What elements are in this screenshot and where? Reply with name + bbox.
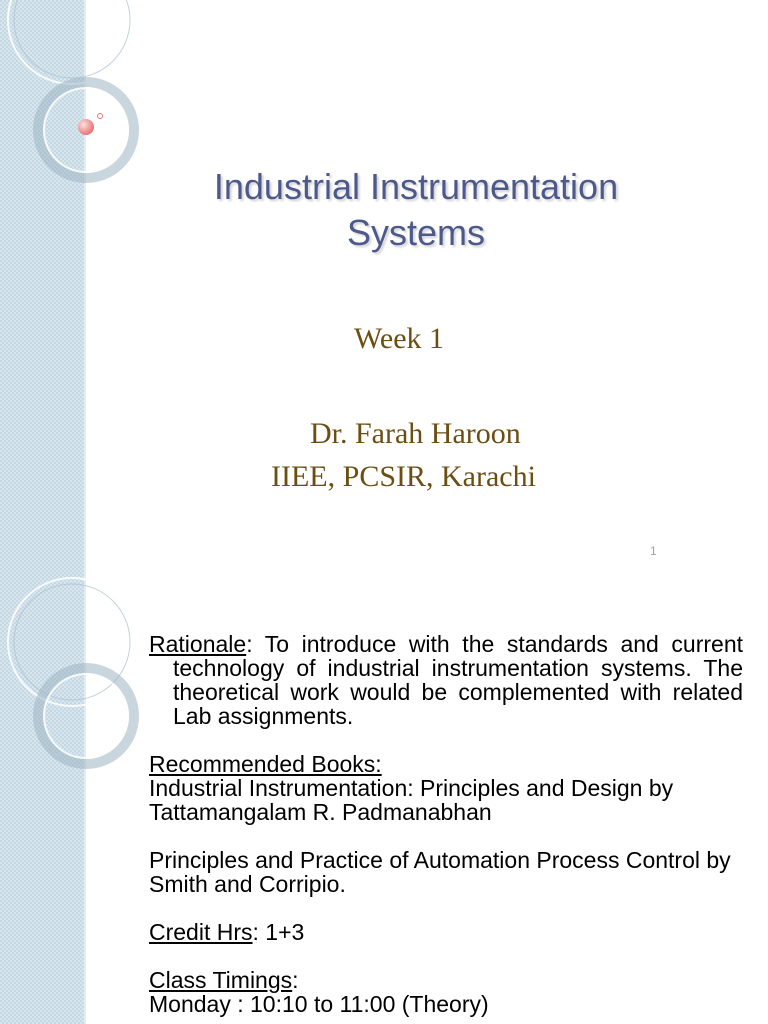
books-heading [149, 752, 743, 776]
institute-name: IIEE, PCSIR, Karachi [271, 460, 536, 493]
book-2: Principles and Practice of Automation Process Control by Smith and Corripio. [149, 847, 731, 897]
credit-value: : 1+3 [252, 919, 305, 945]
large-ring [8, 0, 136, 84]
rationale-paragraph [149, 632, 743, 728]
decorative-circles [0, 0, 140, 200]
timing-monday: Monday : 10:10 to 11:00 (Theory) [149, 991, 489, 1017]
decorative-circles [0, 576, 140, 776]
credit-hours [149, 920, 743, 944]
rationale-text: : To introduce with the standards and current technology of industrial instrumentation systems. The theoretical work would be complemented with related Lab assignments. [173, 631, 743, 729]
slide-body [149, 632, 743, 1016]
accent-dot [78, 119, 94, 135]
slide-title: Industrial Instrumentation Systems [213, 166, 619, 253]
small-ring [38, 668, 134, 764]
credit-label: Credit Hrs [149, 919, 253, 945]
class-timings-heading [149, 968, 743, 992]
timings-label: Class Timings [149, 967, 293, 993]
course-info-slide [0, 576, 768, 1024]
book-1: Industrial Instrumentation: Principles and Design by Tattamangalam R. Padmanabhan [149, 775, 674, 825]
week-label: Week 1 [354, 322, 445, 355]
small-ring-inner [44, 674, 128, 758]
page-number: 1 [650, 544, 657, 558]
rationale-label: Rationale [149, 631, 247, 657]
books-label: Recommended Books: [149, 751, 382, 777]
timings-colon: : [292, 967, 299, 993]
author-name: Dr. Farah Haroon [310, 417, 521, 450]
large-ring-inner [14, 0, 130, 78]
accent-dot-small [98, 114, 103, 119]
